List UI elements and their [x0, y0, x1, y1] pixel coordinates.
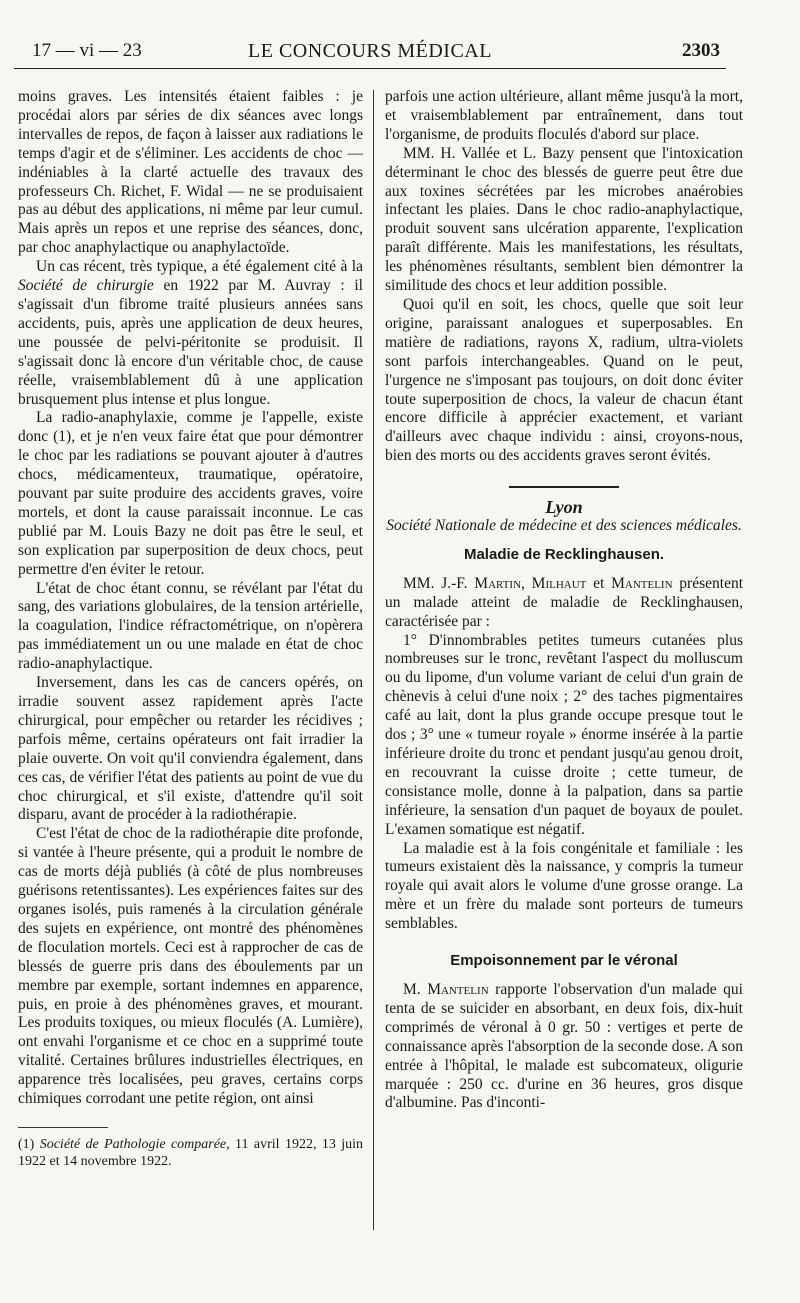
- column-divider: [373, 90, 374, 1230]
- city-heading: Lyon: [545, 497, 583, 518]
- section-title: Empoisonnement par le véronal: [450, 952, 678, 970]
- page-number: 2303: [682, 40, 720, 61]
- page-reference: 17 — vi — 23: [32, 40, 142, 61]
- paragraph: M. Mantelin rapporte l'observation d'un malade qui tenta de se suicider en absorbant, en deux fois, dix-huit comprimés de véronal à 0 gr. 50 : vertiges et perte de connaissance après l'absorption de la seconde dose. A son entrée à l'hôpital, le malade est subcomateux, oligurie marquée : 250 cc. d'urine en 36 heures, gros disque d'albumine. Pas d'inconti-: [385, 980, 743, 1112]
- footnote: (1) Société de Pathologie comparée, 11 avril 1922, 13 juin 1922 et 14 novembre 1922.: [18, 1136, 363, 1169]
- paragraph: L'état de choc étant connu, se révélant par l'état du sang, des variations globulaires, de la tension artérielle, la coagulation, l'indice réfractométrique, on n'opèrera pas immédiatement un ou une malade en état de choc radio-anaphylactique.: [18, 579, 363, 673]
- footnote-divider: [18, 1127, 108, 1128]
- left-column: [18, 88, 363, 1170]
- paragraph: MM. J.-F. Martin, Milhaut et Mantelin présentent un malade atteint de maladie de Recklinghausen, caractérisée par :: [385, 574, 744, 630]
- paragraph: MM. H. Vallée et L. Bazy pensent que l'intoxication déterminant le choc des blessés de guerre peut être due aux toxines sécrétées par les microbes anaérobies infectant les plaies. Dans le choc radio-anaphylactique, produit souvent sans ulcération apparente, l'explication paraît différente. Mais les manifestations, les résultats, les phénomènes résultants, semblent bien démontrer la similitude des chocs et leur addition possible.: [385, 144, 743, 295]
- paragraph: moins graves. Les intensités étaient faibles : je procédai alors par séries de dix séances avec longs intervalles de repos, de façon à laisser aux radiations le temps d'agir et de s'éliminer. Les accidents de choc — indéniables à la clarté actuelle des travaux des professeurs Ch. Richet, F. Widal — ne se produisaient pas au début des applications, ni même par leur cumul. Mais après un repos et une reprise des séances, donc, par choc anaphylactique ou anaphylactoïde.: [18, 88, 363, 257]
- section-title: Maladie de Recklinghausen.: [463, 545, 665, 563]
- paragraph: Quoi qu'il en soit, les chocs, quelle que soit leur origine, paraissant analogues et superposables. En matière de radiations, rayons X, radium, ultra-violets sont parfois interchangeables. Quand on le peut, l'urgence ne s'imposant pas toujours, on doit donc éviter toute superposition de chocs, la valeur de chacun étant encore difficile à apprécier exactement, et variant d'ailleurs avec chaque individu : ainsi, croyons-nous, bien des morts ou des accidents graves seront évités.: [385, 295, 743, 465]
- society-name: Société de chirurgie: [18, 277, 154, 295]
- right-column: [385, 88, 743, 1113]
- society-heading: Société Nationale de médecine et des sciences médicales.: [386, 517, 742, 535]
- paragraph: C'est l'état de choc de la radiothérapie dite profonde, si vantée à l'heure présente, qui a produit le nombre de cas de morts déjà publiés (à côté de plus nombreuses guérisons retentissantes). Les expériences faites sur des organes isolés, puis ramenés à la circulation générale des sujets en expérience, ont montré des phénomènes de floculation mortels. Ceci est à rapprocher de cas de blessés de guerre pris dans des éboulements par un membre par exemple, sortant indemnes en apparence, puis, en proie à des phénomènes graves, et mourant. Les produits toxiques, ou mieux floculés (A. Lumière), ont envahi l'organisme et ce choc en a supprimé toute vitalité. Certaines brûlures industrielles électriques, en apparence très localisées, peu graves, certains corps chimiques corrodant une petite région, ont ainsi: [18, 825, 363, 1108]
- running-header: [14, 38, 726, 69]
- paragraph: Un cas récent, très typique, a été également cité à la Société de chirurgie en 1922 par M. Auvray : il s'agissait d'un fibrome traité plusieurs années sans accidents, puis, après une application de deux heures, une poussée de pelvi-péritonite se produisit. Il s'agissait donc là encore d'un véritable choc, de cause réelle, vraisemblablement dû à une application brusquement plus intense et plus longue.: [18, 258, 363, 408]
- paragraph: parfois une action ultérieure, allant même jusqu'à la mort, et vraisemblablement par entraînement, dans tout l'organisme, de produits floculés d'abord sur place.: [385, 88, 743, 143]
- paragraph: Inversement, dans les cas de cancers opérés, on irradie souvent assez rapidement après l'acte chirurgical, pour empêcher ou retarder les récidives ; parfois même, certains opérateurs ont fait irradier la plaie ouverte. On voit qu'il conviendra également, dans ces cas, de vérifier l'état des patients au point de vue du choc chirurgical, et s'il existe, d'attendre qu'il soit disparu, avant de procéder à la radiothérapie.: [18, 674, 363, 824]
- paragraph: La radio-anaphylaxie, comme je l'appelle, existe donc (1), et je n'en veux faire état que pour démontrer le choc par les radiations se pouvant ajouter à d'autres chocs, médicamenteux, traumatique, opératoire, pouvant par suite produire des accidents graves, voire mortels, et dont la cause paraissait inconnue. Le cas publié par M. Louis Bazy ne doit pas être le seul, et son explication par superposition de deux chocs, peut permettre d'en éviter le retour.: [18, 409, 363, 578]
- journal-title: LE CONCOURS MÉDICAL: [248, 40, 492, 62]
- paragraph: 1° D'innombrables petites tumeurs cutanées plus nombreuses sur le tronc, revêtant l'aspect du molluscum ou du lipome, d'un volume variant de celui d'un grain de chènevis à celui d'une noix ; 2° des taches pigmentaires café au lait, dont la plus grande occupe presque tout le dos ; 3° une « tumeur royale » énorme insérée à la partie inférieure droite du tronc et pendant jusqu'au genou droit, en recouvrant la cuisse droite ; cette tumeur, de consistance molle, donne à la palpation, dans sa partie inférieure, la sensation d'un paquet de boyaux de poulet. L'examen somatique est négatif.: [385, 631, 743, 838]
- section-divider: [509, 486, 619, 488]
- paragraph: La maladie est à la fois congénitale et familiale : les tumeurs existaient dès la naissance, y compris la tumeur royale qui avait alors le volume d'une grosse orange. La mère et un frère du malade sont porteurs de tumeurs semblables.: [385, 839, 743, 933]
